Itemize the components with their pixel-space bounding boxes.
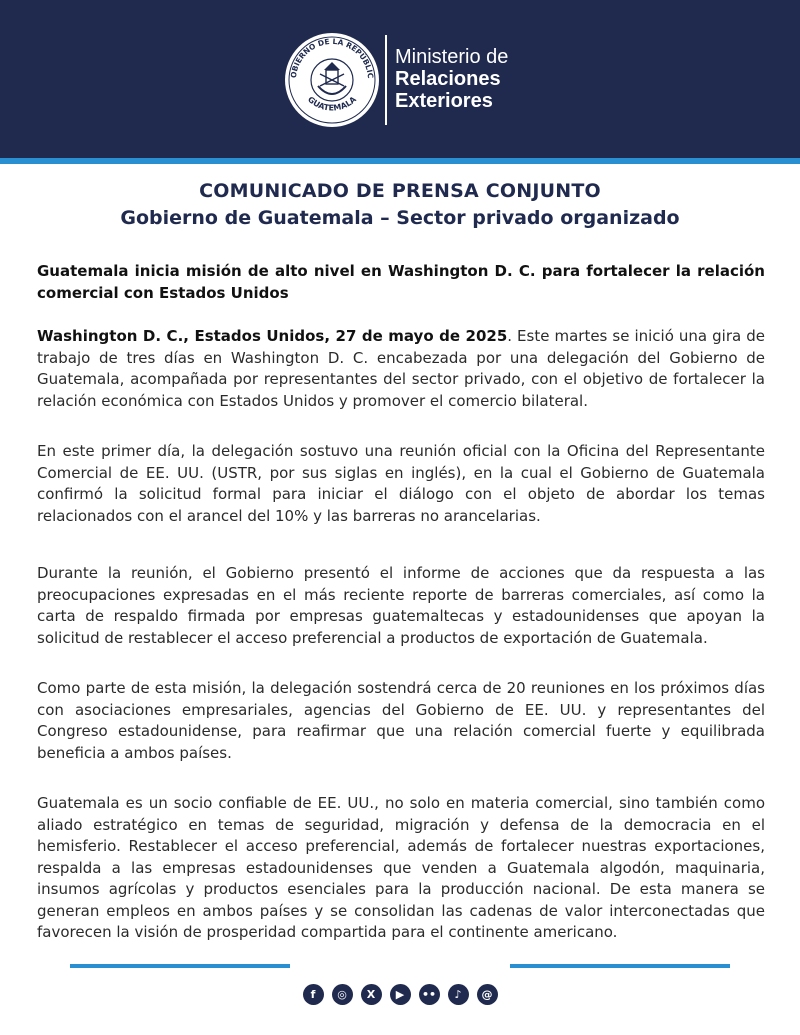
tiktok-icon[interactable]: ♪ (448, 984, 469, 1005)
ministry-line-1: Ministerio de (395, 46, 509, 68)
x-icon[interactable]: X (361, 984, 382, 1005)
header-divider (385, 35, 387, 125)
footer-rule-left (70, 964, 290, 968)
document-title: COMUNICADO DE PRENSA CONJUNTO (199, 180, 601, 202)
flickr-icon[interactable]: •• (419, 984, 440, 1005)
paragraph-4: Como parte de esta misión, la delegación sostendrá cerca de 20 reuniones en los próximos días con asociaciones empresariales, agencias del Gobierno de EE. UU. y representantes del Congreso estadounidense, para reafirmar que una relación comercial fuerte y equilibrada beneficia a ambos países. (37, 679, 765, 762)
ministry-name (395, 46, 508, 112)
paragraph-1-body: . Este martes se inició una gira de trabajo de tres días en Washington D. C. encabezada por una delegación del Gobierno de Guatemala, acompañada por representantes del sector privado, con el objetivo de fortalecer la relación económica con Estados Unidos y promover el comercio bilateral. (37, 327, 765, 410)
press-headline: Guatemala inicia misión de alto nivel en Washington D. C. para fortalecer la relación comercial con Estados Unidos (37, 262, 765, 302)
paragraph-5: Guatemala es un socio confiable de EE. UU., no solo en materia comercial, sino también como aliado estratégico en temas de seguridad, migración y defensa de la democracia en el hemisferio. Restablecer el acceso preferencial, además de fortalecer nuestras exportaciones, respalda a las empresas estadounidenses que venden a Guatemala algodón, maquinaria, insumos agrícolas y productos esenciales para la producción nacional. De esta manera se generan empleos en ambos países y se consolidan las cadenas de valor interconectadas que favorecen la visión de prosperidad compartida para el continente americano. (37, 794, 765, 941)
guatemala-seal-icon (282, 30, 382, 130)
paragraph-1 (37, 326, 765, 412)
social-links (0, 984, 800, 1008)
document-subtitle: Gobierno de Guatemala – Sector privado organizado (120, 207, 680, 229)
svg-text:GUATEMALA: GUATEMALA (305, 94, 359, 113)
ministry-line-2: Relaciones (395, 68, 501, 90)
youtube-icon[interactable]: ▶ (390, 984, 411, 1005)
paragraph-3: Durante la reunión, el Gobierno presentó el informe de acciones que da respuesta a las preocupaciones expresadas en el más reciente reporte de barreras comerciales, así como la carta de respaldo firmada por empresas guatemaltecas y estadounidenses que apoyan la solicitud de restablecer el acceso preferencial a productos de exportación de Guatemala. (37, 564, 765, 647)
footer-rule-right (510, 964, 730, 968)
instagram-icon[interactable]: ◎ (332, 984, 353, 1005)
dateline: Washington D. C., Estados Unidos, 27 de mayo de 2025 (37, 327, 508, 345)
header-accent-stripe (0, 158, 800, 164)
paragraph-2: En este primer día, la delegación sostuvo una reunión oficial con la Oficina del Representante Comercial de EE. UU. (USTR, por sus siglas en inglés), en la cual el Gobierno de Guatemala confirmó la solicitud formal para iniciar el diálogo con el objeto de abordar los temas relacionados con el arancel del 10% y las barreras no arancelarias. (37, 442, 765, 525)
header-banner (0, 0, 800, 158)
ministry-line-3: Exteriores (395, 90, 493, 112)
facebook-icon[interactable]: f (303, 984, 324, 1005)
threads-icon[interactable]: @ (477, 984, 498, 1005)
svg-text:GOBIERNO DE LA REPÚBLICA: OBIERNO DE LA REPÚBLIC (288, 36, 376, 79)
